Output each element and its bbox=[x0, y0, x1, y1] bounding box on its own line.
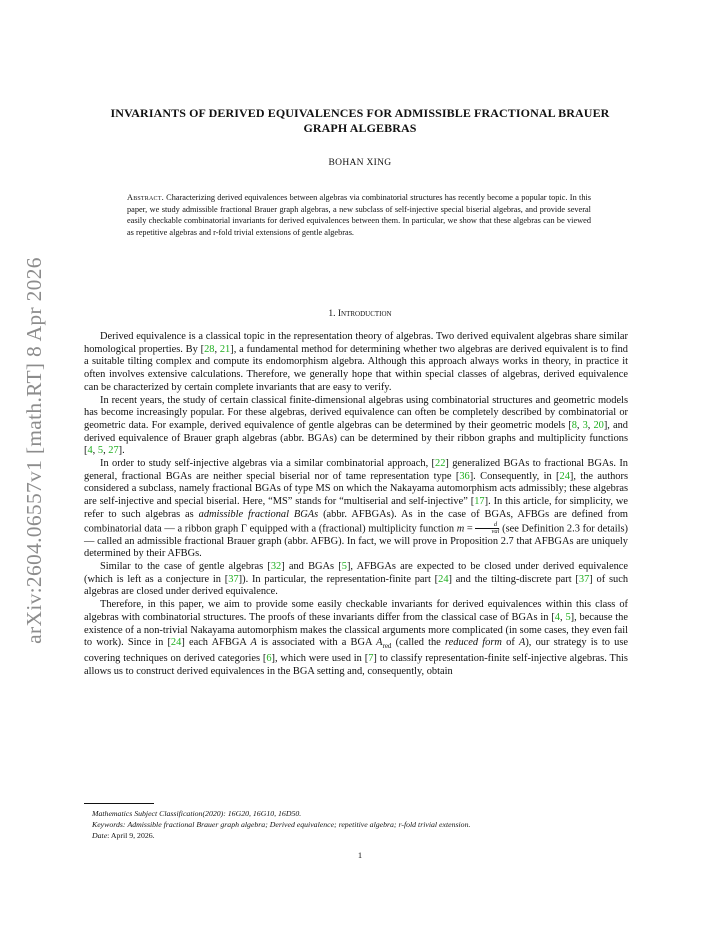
footnote-date: Date: April 9, 2026. bbox=[92, 831, 155, 841]
msc-codes: 16G20, 16G10, 16D50. bbox=[227, 809, 302, 818]
citation-link[interactable]: 5 bbox=[341, 561, 347, 573]
date-label: Date bbox=[92, 831, 108, 841]
citation-link[interactable]: 24 bbox=[170, 637, 182, 649]
citation-link[interactable]: 20 bbox=[593, 419, 604, 431]
citation-link[interactable]: 6 bbox=[266, 653, 272, 665]
citation-link[interactable]: 28 bbox=[204, 343, 215, 355]
citation-link[interactable]: 5 bbox=[97, 445, 104, 457]
paragraph-3: In order to study self-injective algebras via a similar combinatorial approach, [22] generalized BGAs to fractional BGAs. In general, fractional BGAs are neither special biserial nor of tame representation type [36]. Consequently, in [24], the authors considered a subclass, namely fractional BGAs of type MS on which the Nakayama automorphism acts admissibly; these algebras are self-injective and special biserial. Here, “MS” stands for “multiserial and self-injective” [17]. In this article, for simplicity, we refer to such algebras as admissible fractional BGAs (abbr. AFBGAs). As in the case of BGAs, AFBGs are defined from combinatorial data — a ribbon graph Γ equipped with a (fractional) multiplicity function m = $\frac{d}{\text{val}}$ (see Definition 2.3 for details) — called an admissible fractional Brauer graph (abbr. AFBG). In fact, we will prove in Proposition 2.7 that AFBGAs are uniquely determined by their AFBGs. bbox=[84, 458, 628, 560]
keywords-label: Keywords: bbox=[92, 820, 126, 830]
citation-link[interactable]: 27 bbox=[108, 445, 119, 457]
abstract-label: Abstract. bbox=[127, 193, 164, 202]
abstract-text: Characterizing derived equivalences between algebras via combinatorial structures has recently become a popular topic. In this paper, we study admissible fractional Brauer graph algebras, a new subclass of self-injective special biserial algebras, and provide several easily checkable combinatorial invariants for derived equivalences between them. In particular, we show that these algebras can be viewed as repetitive algebras and r-fold trivial extensions of gentle algebras. bbox=[127, 193, 591, 237]
footnotes bbox=[92, 808, 632, 842]
citation-link[interactable]: 17 bbox=[474, 496, 485, 508]
msc-label: Mathematics Subject Classification(2020): bbox=[92, 809, 226, 818]
paragraph-2: In recent years, the study of certain classical finite-dimensional algebras using combinatorial structures and geometric models has become increasingly popular. For these algebras, derived equivalence can often be completely described by combinatorial or geometric data. For example, derived equivalence of gentle algebras can be determined by their geometric models [8, 3, 20], and derived equivalence of Brauer graph algebras (abbr. BGAs) can be determined by their ribbon graphs and multiplicity functions [4, 5, 27]. bbox=[84, 394, 628, 457]
footnote-rule bbox=[84, 803, 154, 804]
introduction-body bbox=[84, 331, 628, 678]
page-number: 1 bbox=[357, 850, 363, 860]
citation-link[interactable]: 7 bbox=[368, 653, 374, 665]
citation-link[interactable]: 37 bbox=[578, 573, 590, 585]
author-name: BOHAN XING bbox=[328, 158, 392, 168]
arxiv-identifier[interactable]: arXiv:2604.06557v1 [math.RT] 8 Apr 2026 bbox=[21, 256, 46, 644]
section-heading bbox=[80, 309, 640, 319]
footnote-msc bbox=[92, 808, 632, 819]
citation-link[interactable]: 5 bbox=[565, 611, 571, 623]
footnote-keywords bbox=[92, 819, 632, 830]
citation-link[interactable]: 36 bbox=[459, 470, 470, 482]
citation-link[interactable]: 8 bbox=[571, 419, 577, 431]
paper-title bbox=[80, 106, 640, 136]
citation-link[interactable]: 4 bbox=[554, 611, 560, 623]
title-line-2: GRAPH ALGEBRAS bbox=[303, 121, 417, 135]
section-title: Introduction bbox=[337, 309, 392, 319]
citation-link[interactable]: 4 bbox=[87, 445, 93, 457]
citation-link[interactable]: 21 bbox=[219, 343, 231, 355]
fraction-d-over-val: $\frac{d}{\text{val}}$ bbox=[475, 522, 499, 536]
citation-link[interactable]: 22 bbox=[435, 458, 446, 470]
section-number: 1. bbox=[328, 309, 336, 319]
title-line-1: INVARIANTS OF DERIVED EQUIVALENCES FOR ADMISSIBLE FRACTIONAL BRAUER bbox=[110, 106, 610, 120]
paragraph-5: Therefore, in this paper, we aim to provide some easily checkable invariants for derived equivalences within this class of algebras with combinatorial structures. The proofs of these invariants differ from the classical case of BGAs in [4, 5], because the existence of a non-trivial Nakayama automorphism makes the classical arguments more complicated (in some cases, they even fail to work). Since in [24] each AFBGA A is associated with a BGA $A_{red}$ (called the reduced form of A), our strategy is to use covering techniques on derived categories [6], which were used in [7] to classify representation-finite self-injective algebras. This allows us to construct derived equivalences in the BGA setting and, consequently, obtain bbox=[84, 599, 629, 677]
citation-link[interactable]: 37 bbox=[228, 573, 239, 585]
keywords-text: Admissible fractional Brauer graph algebra; Derived equivalence; repetitive algebra; r-fold trivial extension. bbox=[127, 820, 471, 830]
citation-link[interactable]: 32 bbox=[270, 561, 282, 573]
arxiv-watermark bbox=[14, 250, 54, 650]
citation-link[interactable]: 3 bbox=[582, 419, 588, 431]
paragraph-4: Similar to the case of gentle algebras [32] and BGAs [5], AFBGAs are expected to be closed under derived equivalence (which is left as a conjecture in [37]). In particular, the representation-finite part [24] and the tilting-discrete part [37] of such algebras are closed under derived equivalence. bbox=[84, 561, 629, 598]
citation-link[interactable]: 24 bbox=[559, 470, 570, 482]
paragraph-1: Derived equivalence is a classical topic in the representation theory of algebras. Two derived equivalent algebras share similar homological properties. By [28, 21], a fundamental method for determining whether two algebras are derived equivalent is to find a suitable tilting complex and compute its endomorphism algebra. Although this approach always works in theory, in practice it often involves extensive calculations. Therefore, we generally hope that within special classes of algebras, derived equivalence can be characterized by certain complete invariants that are easy to verify. bbox=[84, 331, 629, 393]
abstract bbox=[127, 192, 591, 238]
citation-link[interactable]: 24 bbox=[438, 573, 449, 585]
date-value: April 9, 2026. bbox=[110, 831, 155, 841]
